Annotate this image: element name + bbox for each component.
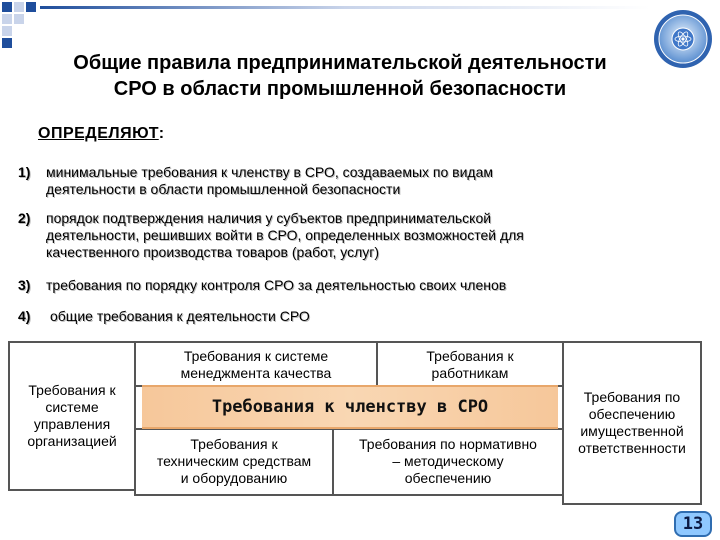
box-property-liability xyxy=(562,341,702,505)
box-line: имущественной xyxy=(580,423,684,439)
box-line: управления xyxy=(33,416,111,432)
box-line: организацией xyxy=(27,433,117,449)
box-line: работникам xyxy=(431,365,509,381)
box-line: – методическому xyxy=(392,453,504,469)
box-line: и оборудованию xyxy=(180,470,288,486)
box-line: обеспечению xyxy=(588,406,676,422)
list-item-number: 1) xyxy=(18,164,31,180)
box-line: Требования к xyxy=(28,382,116,398)
title-line-2: СРО в области промышленной безопасности xyxy=(113,78,567,100)
center-label: Требования к членству в СРО xyxy=(211,397,489,417)
list-item xyxy=(18,164,658,200)
list-item-line: качественного производства товаров (работ, услуг) xyxy=(46,244,380,260)
box-organization-management xyxy=(8,341,136,491)
box-line: Требования к xyxy=(426,348,514,364)
box-normative-methodical xyxy=(332,428,564,496)
list-item-line: порядок подтверждения наличия у субъектов предпринимательской xyxy=(46,210,492,226)
box-technical-equipment xyxy=(134,428,334,496)
box-line: Требования к xyxy=(190,436,278,452)
list-item xyxy=(18,308,698,326)
list-item-line: деятельности в области промышленной безопасности xyxy=(46,181,401,197)
page-number-badge xyxy=(674,511,712,537)
list-item xyxy=(18,210,698,264)
title-line-1: Общие правила предпринимательской деятельности xyxy=(73,52,607,74)
define-colon: : xyxy=(158,125,165,142)
list-item-number: 2) xyxy=(18,210,31,226)
list-item-text xyxy=(46,210,524,261)
list-item-line: требования по порядку контроля СРО за деятельностью своих членов xyxy=(46,277,507,293)
box-quality-management xyxy=(134,341,378,387)
list-item-text xyxy=(46,164,493,198)
center-membership-requirements xyxy=(142,385,558,429)
organization-seal-logo xyxy=(652,8,714,70)
box-line: Требования к системе xyxy=(183,348,329,364)
box-line: ответственности xyxy=(578,440,686,456)
box-line: техническим средствам xyxy=(156,453,312,469)
list-item-line: минимальные требования к членству в СРО, создаваемых по видам xyxy=(46,164,494,180)
list-item xyxy=(18,277,698,295)
list-item-line: деятельности, решивших войти в СРО, определенных возможностей для xyxy=(46,227,524,243)
box-line: обеспечению xyxy=(404,470,492,486)
list-item-text xyxy=(50,308,310,325)
list-item-text xyxy=(46,277,506,294)
define-heading xyxy=(38,125,165,143)
box-line: Требования по xyxy=(583,389,681,405)
list-item-number: 3) xyxy=(18,277,31,293)
page-title xyxy=(20,50,660,102)
box-line: системе xyxy=(45,399,99,415)
define-label: ОПРЕДЕЛЯЮТ xyxy=(38,125,159,142)
box-employees xyxy=(376,341,564,387)
page-number: 13 xyxy=(682,514,704,534)
box-line: Требования по нормативно xyxy=(359,436,537,452)
list-item-line: общие требования к деятельности СРО xyxy=(50,308,310,324)
list-item-number: 4) xyxy=(18,308,31,324)
box-line: менеджмента качества xyxy=(180,365,332,381)
